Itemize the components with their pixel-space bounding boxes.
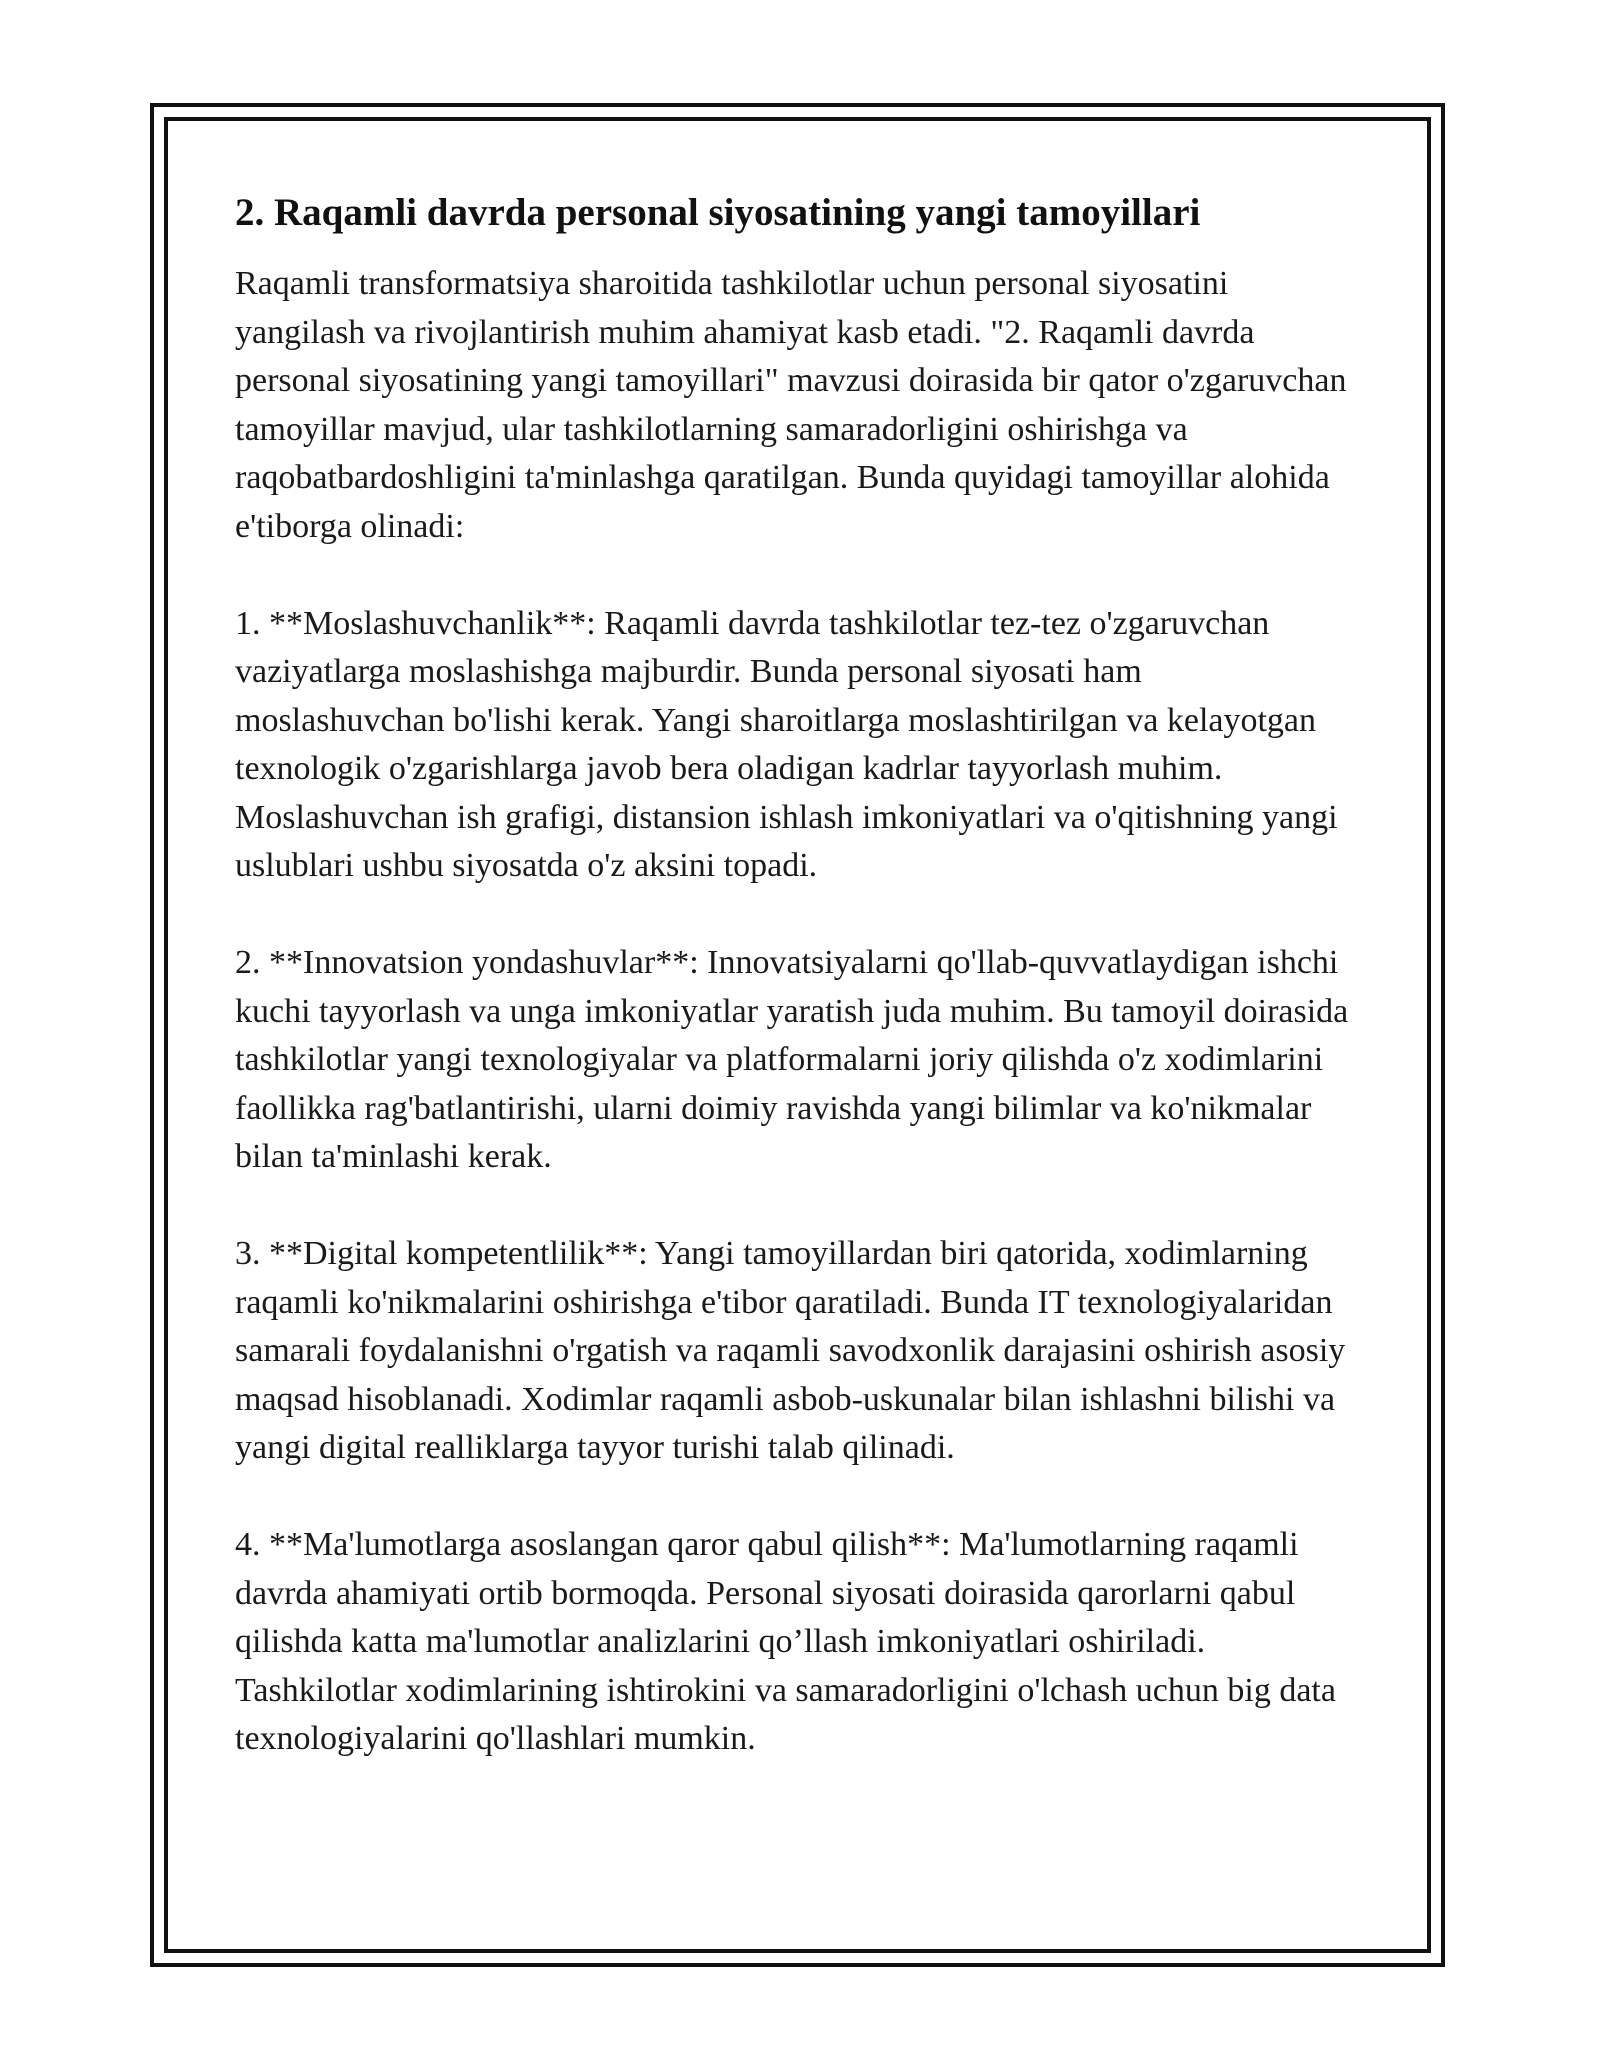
principle-innovation: 2. **Innovatsion yondashuvlar**: Innovatsiyalarni qo'llab-quvvatlaydigan ishchi kuchi tayyorlash va unga imkoniyatlar yaratish juda muhim. Bu tamoyil doirasida tashkilotlar yangi texnologiyalar va platformalarni joriy qilishda o'z xodimlarini faollikka rag'batlantirishi, ularni doimiy ravishda yangi bilimlar va ko'nikmalar bilan ta'minlashi kerak. [235, 944, 1349, 1175]
principle-data-driven: 4. **Ma'lumotlarga asoslangan qaror qabul qilish**: Ma'lumotlarning raqamli davrda ahamiyati ortib bormoqda. Personal siyosati doirasida qarorlarni qabul qilishda katta ma'lumotlar analizlarini qo’llash imkoniyatlari oshiriladi. Tashkilotlar xodimlarining ishtirokini va samaradorligini o'lchash uchun big data texnologiyalarini qo'llashlari mumkin. [235, 1526, 1336, 1757]
principle-flexibility: 1. **Moslashuvchanlik**: Raqamli davrda tashkilotlar tez-tez o'zgaruvchan vaziyatlarga moslashishga majburdir. Bunda personal siyosati ham moslashuvchan bo'lishi kerak. Yangi sharoitlarga moslashtirilgan va kelayotgan texnologik o'zgarishlarga javob bera oladigan kadrlar tayyorlash muhim. Moslashuvchan ish grafigi, distansion ishlash imkoniyatlari va o'qitishning yangi uslublari ushbu siyosatda o'z aksini topadi. [235, 604, 1338, 884]
intro-paragraph: Raqamli transformatsiya sharoitida tashkilotlar uchun personal siyosatini yangilash va rivojlantirish muhim ahamiyat kasb etadi. "2. Raqamli davrda personal siyosatining yangi tamoyillari" mavzusi doirasida bir qator o'zgaruvchan tamoyillar mavjud, ular tashkilotlarning samaradorligini oshirishga va raqobatbardoshligini ta'minlashga qaratilgan. Bunda quyidagi tamoyillar alohida e'tiborga olinadi: [235, 265, 1347, 545]
principle-digital-competence: 3. **Digital kompetentlilik**: Yangi tamoyillardan biri qatorida, xodimlarning raqamli ko'nikmalarini oshirishga e'tibor qaratiladi. Bunda IT texnologiyalaridan samarali foydalanishni o'rgatish va raqamli savodxonlik darajasini oshirish asosiy maqsad hisoblanadi. Xodimlar raqamli asbob-uskunalar bilan ishlashni bilishi va yangi digital realliklarga tayyor turishi talab qilinadi. [235, 1235, 1346, 1466]
section-title: 2. Raqamli davrda personal siyosatining yangi tamoyillari [235, 191, 1201, 234]
document-body [235, 186, 1355, 1812]
